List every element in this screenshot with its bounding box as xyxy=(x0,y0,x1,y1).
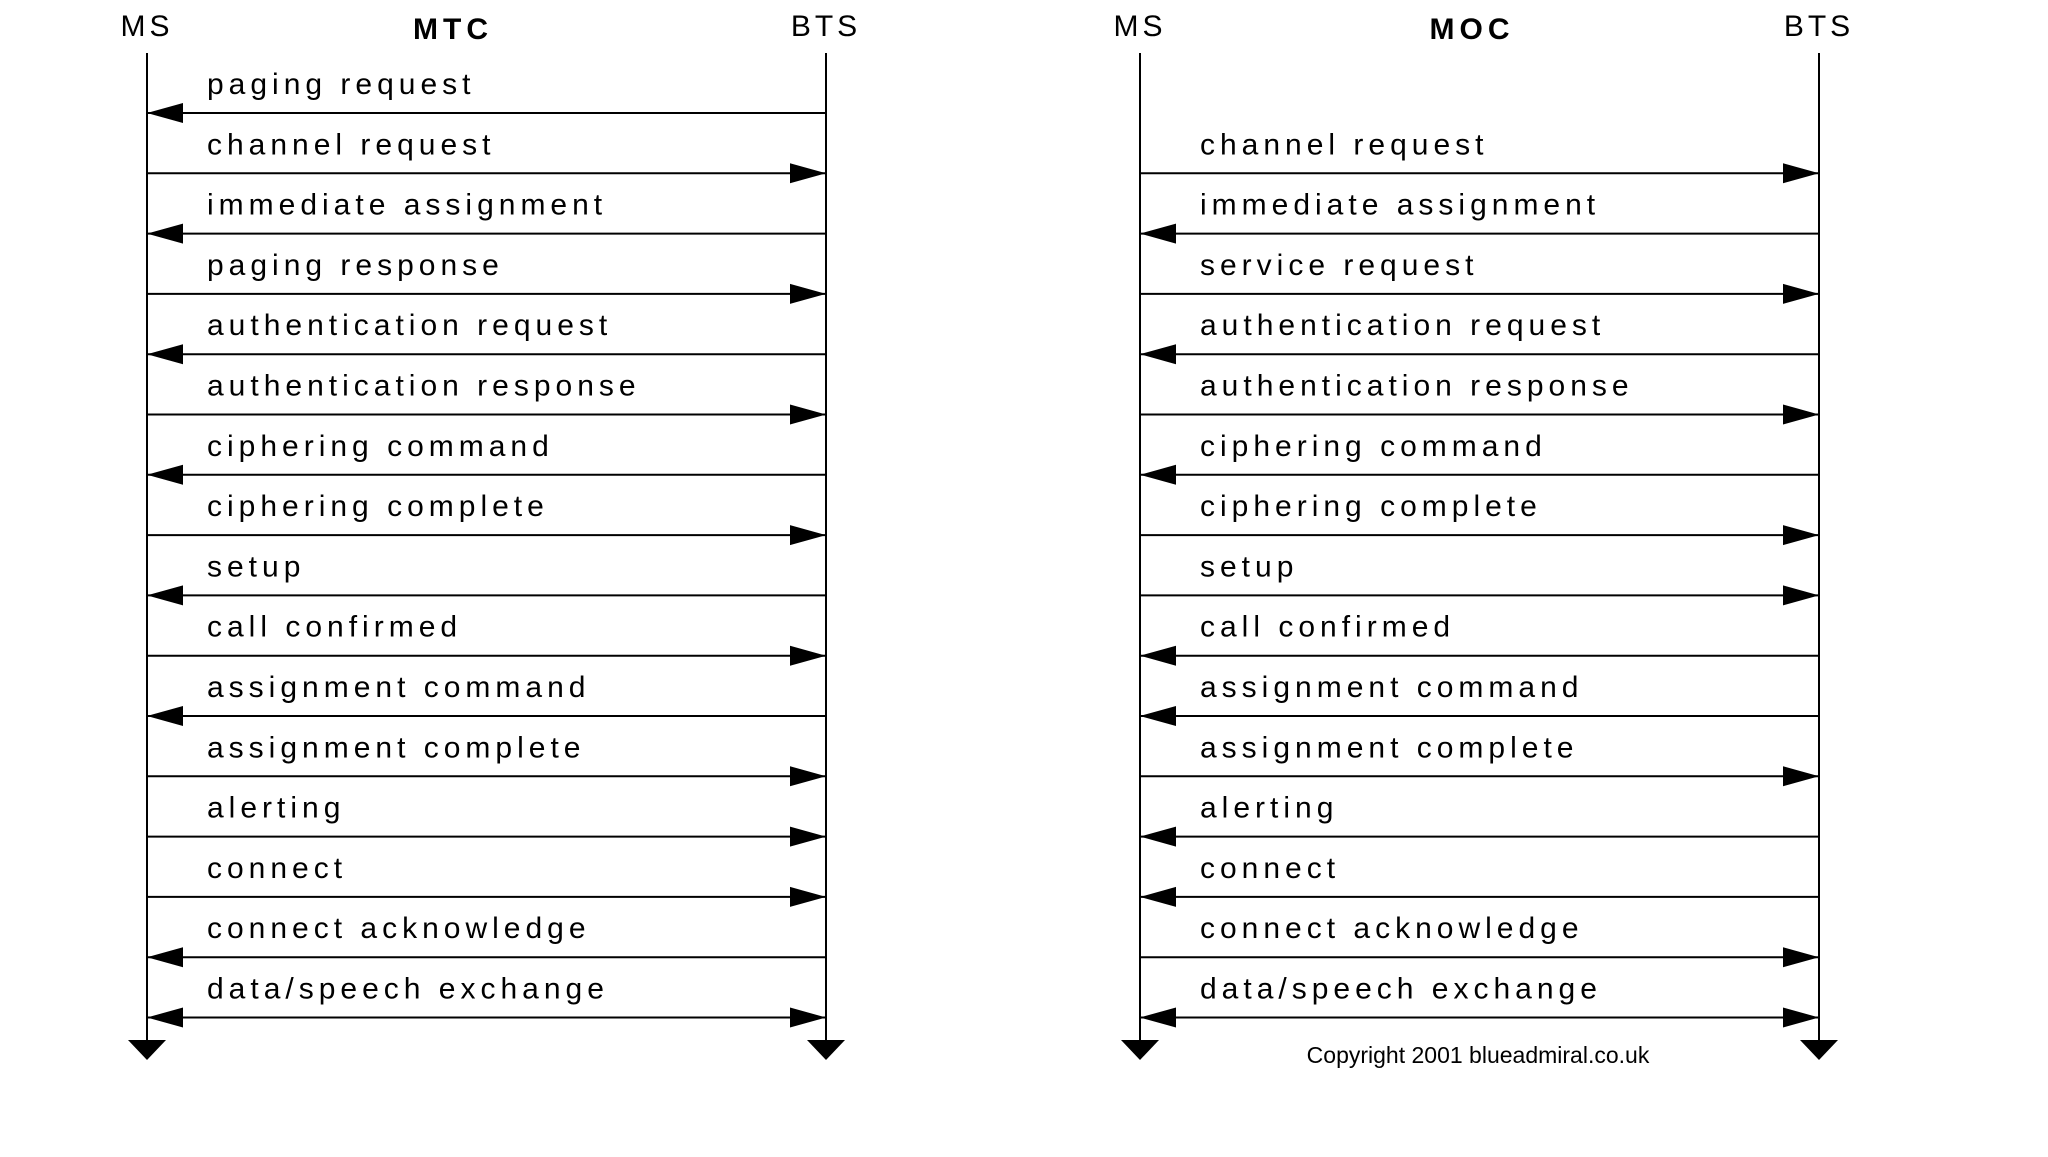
message-label: setup xyxy=(1200,550,1299,584)
message-label: channel request xyxy=(207,128,496,162)
message-label: call confirmed xyxy=(207,610,463,644)
message-label: call confirmed xyxy=(1200,610,1456,644)
arrowhead-right xyxy=(1783,405,1819,425)
arrowhead-left xyxy=(147,344,183,364)
bts-lifeline-end-arrow xyxy=(807,1040,845,1060)
message-label: connect acknowledge xyxy=(1200,912,1584,946)
ms-label: MS xyxy=(1113,10,1167,43)
arrowhead-right xyxy=(1783,284,1819,304)
message-label: authentication response xyxy=(1200,369,1634,403)
arrowhead-right xyxy=(790,405,826,425)
message-label: assignment complete xyxy=(1200,731,1579,765)
message-label: connect xyxy=(1200,851,1341,885)
message-label: assignment command xyxy=(207,671,591,704)
ms-label: MS xyxy=(120,10,174,43)
bts-label: BTS xyxy=(790,10,862,43)
message-label: immediate assignment xyxy=(1200,188,1601,222)
message-label: ciphering complete xyxy=(207,490,549,524)
message-label: alerting xyxy=(207,791,346,825)
arrowhead-left xyxy=(147,224,183,244)
message-label: ciphering command xyxy=(1200,429,1547,463)
message-label: assignment command xyxy=(1200,671,1584,704)
arrowhead-right xyxy=(790,646,826,666)
arrowhead-right xyxy=(1783,766,1819,786)
arrowhead-left xyxy=(147,465,183,485)
arrowhead-left xyxy=(1140,224,1176,244)
message-label: authentication request xyxy=(1200,309,1606,343)
arrowhead-left xyxy=(147,585,183,605)
message-label: authentication request xyxy=(207,309,613,343)
message-label: authentication response xyxy=(207,369,641,403)
message-label: connect acknowledge xyxy=(207,912,591,946)
diagram-title: MOC xyxy=(1429,13,1515,46)
arrowhead-right xyxy=(790,766,826,786)
message-label: paging request xyxy=(207,68,476,101)
message-label: ciphering command xyxy=(207,429,554,463)
message-label: ciphering complete xyxy=(1200,490,1542,524)
message-label: alerting xyxy=(1200,791,1339,825)
ms-lifeline-end-arrow xyxy=(1121,1040,1159,1060)
message-label: immediate assignment xyxy=(207,188,608,222)
message-label: setup xyxy=(207,550,306,584)
arrowhead-left xyxy=(1140,344,1176,364)
arrowhead-left xyxy=(147,706,183,726)
arrowhead-left xyxy=(147,947,183,967)
arrowhead-left xyxy=(147,1008,183,1028)
message-label: assignment complete xyxy=(207,731,586,765)
message-label: paging response xyxy=(207,248,504,282)
arrowhead-right xyxy=(1783,585,1819,605)
arrowhead-right xyxy=(790,1008,826,1028)
message-label: connect xyxy=(207,851,348,885)
arrowhead-right xyxy=(1783,525,1819,545)
arrowhead-right xyxy=(790,284,826,304)
arrowhead-left xyxy=(1140,1008,1176,1028)
bts-lifeline-end-arrow xyxy=(1800,1040,1838,1060)
message-label: data/speech exchange xyxy=(207,972,609,1006)
arrowhead-right xyxy=(1783,163,1819,183)
arrowhead-right xyxy=(790,163,826,183)
message-label: channel request xyxy=(1200,128,1489,162)
arrowhead-right xyxy=(1783,1008,1819,1028)
arrowhead-left xyxy=(1140,465,1176,485)
arrowhead-left xyxy=(1140,646,1176,666)
bts-label: BTS xyxy=(1783,10,1855,43)
arrowhead-left xyxy=(1140,706,1176,726)
ms-lifeline-end-arrow xyxy=(128,1040,166,1060)
message-label: data/speech exchange xyxy=(1200,972,1602,1006)
arrowhead-left xyxy=(1140,887,1176,907)
arrowhead-right xyxy=(790,827,826,847)
arrowhead-right xyxy=(790,525,826,545)
copyright-notice: Copyright 2001 blueadmiral.co.uk xyxy=(1306,1042,1650,1068)
arrowhead-right xyxy=(790,887,826,907)
arrowhead-left xyxy=(1140,827,1176,847)
arrowhead-right xyxy=(1783,947,1819,967)
message-label: service request xyxy=(1200,248,1479,282)
arrowhead-left xyxy=(147,103,183,123)
diagram-title: MTC xyxy=(413,13,493,46)
